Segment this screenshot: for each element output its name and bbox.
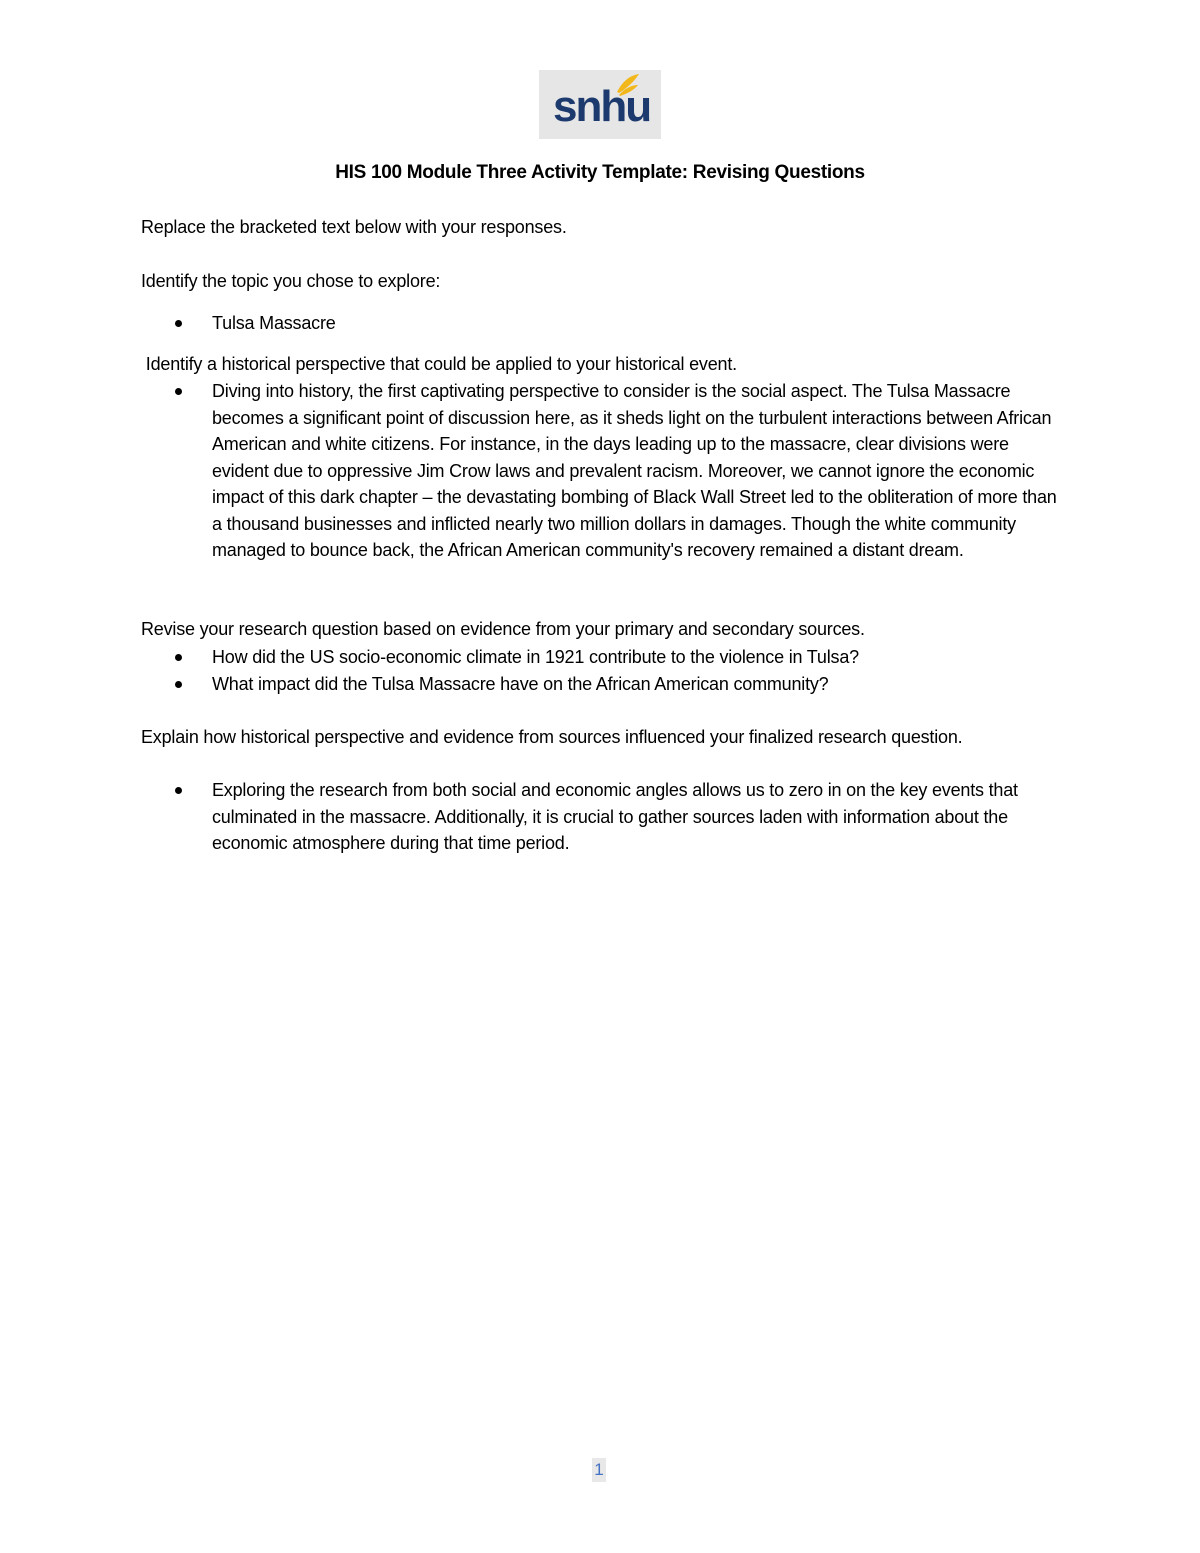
list-item-text: Tulsa Massacre [212, 313, 336, 333]
list-item [141, 644, 1061, 671]
list-item-text: What impact did the Tulsa Massacre have on the African American community? [212, 673, 829, 694]
list-item [141, 310, 1061, 337]
snhu-logo [539, 70, 661, 139]
list-item [141, 777, 1061, 857]
list-item-text: Exploring the research from both social and economic angles allows us to zero in on the key events that culminated in the massacre. Additionally, it is crucial to gather sources laden with information about the economic atmosphere during that time period. [212, 780, 1018, 853]
section-4-prompt: Explain how historical perspective and evidence from sources influenced your finalized research question. [141, 727, 963, 747]
logo-wordmark: snhu [553, 82, 651, 131]
section-1-prompt: Identify the topic you chose to explore: [141, 271, 441, 291]
bullet-icon [175, 388, 182, 395]
bullet-icon [175, 787, 182, 794]
section-2-prompt: Identify a historical perspective that could be applied to your historical event. [141, 354, 737, 374]
section-3-prompt: Revise your research question based on evidence from your primary and secondary sources. [141, 619, 865, 639]
document-title: HIS 100 Module Three Activity Template: Revising Questions [335, 162, 865, 183]
list-item [141, 378, 1061, 564]
section-3-bullets [141, 644, 1061, 697]
bullet-icon [175, 320, 182, 327]
page-number: 1 [592, 1458, 606, 1482]
section-1-bullets [141, 310, 1061, 337]
section-2-bullets [141, 378, 1061, 564]
list-item-text: How did the US socio-economic climate in 1921 contribute to the violence in Tulsa? [212, 647, 859, 667]
bullet-icon [175, 681, 182, 688]
section-4-bullets [141, 777, 1061, 857]
instructions-text: Replace the bracketed text below with your responses. [141, 217, 567, 237]
bullet-icon [175, 654, 182, 661]
list-item [141, 671, 1061, 698]
list-item-text: Diving into history, the first captivating perspective to consider is the social aspect. The Tulsa Massacre becomes a significant point of discussion here, as it sheds light on the turbulent interactions between African American and white citizens. For instance, in the days leading up to the massacre, clear divisions were evident due to oppressive Jim Crow laws and prevalent racism. Moreover, we cannot ignore the economic impact of this dark chapter – the devastating bombing of Black Wall Street led to the obliteration of more than a thousand businesses and inflicted nearly two million dollars in damages. Though the white community managed to bounce back, the African American community's recovery remained a distant dream. [212, 381, 1057, 560]
